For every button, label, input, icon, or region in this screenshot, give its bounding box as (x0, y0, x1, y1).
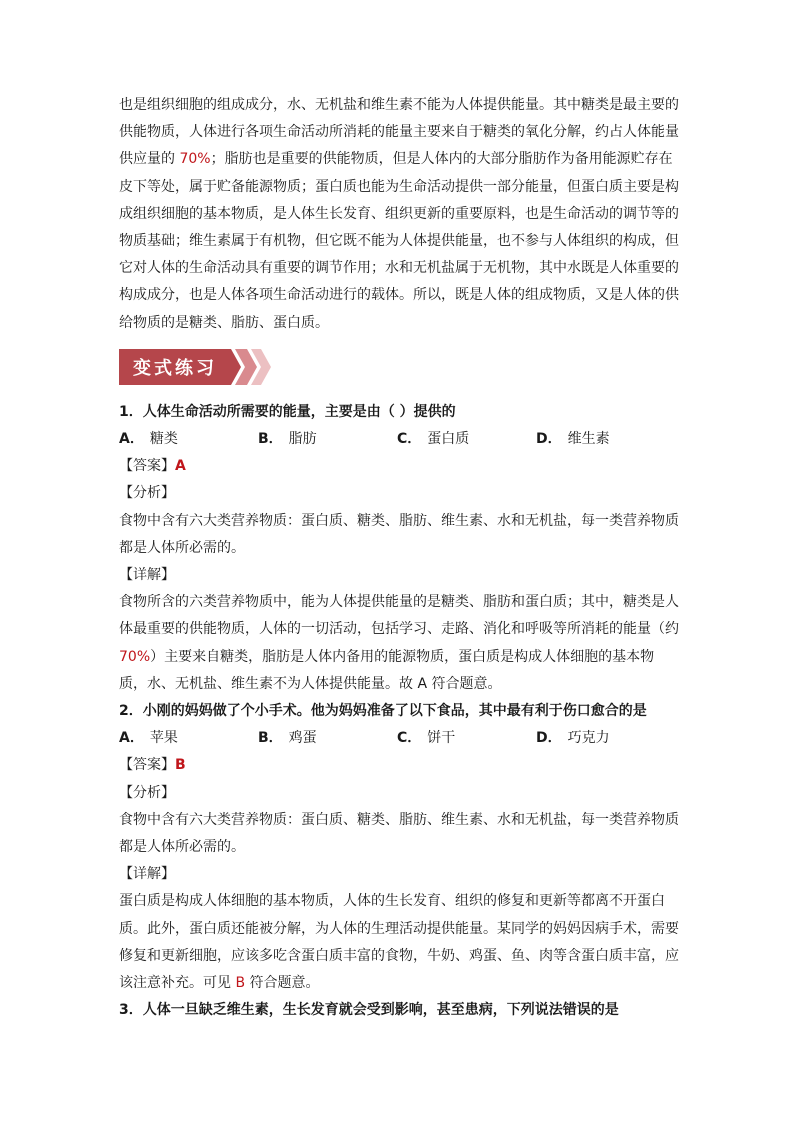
option-d (536, 725, 675, 752)
section-banner (119, 347, 679, 387)
highlight-text: 70% (119, 648, 151, 665)
text-segment: 食物所含的六类营养物质中，能为人体提供能量的是糖类、脂肪和蛋白质；其中，糖类是人体最重要的供能物质，人体的一切活动，包括学习、走路、消化和呼吸等所消耗的能量（约 (119, 594, 679, 638)
text-segment: 蛋白质是构成人体细胞的基本物质，人体的生长发育、组织的修复和更新等都离不开蛋白质。此外，蛋白质还能被分解，为人体的生理活动提供能量。某同学的妈妈因病手术，需要修复和更新细胞，应该多吃含蛋白质丰富的食物，牛奶、鸡蛋、鱼、肉等含蛋白质丰富，应该注意补充。可见 (119, 893, 679, 992)
document-content (119, 92, 679, 1025)
options-row (119, 725, 679, 752)
answer-label: 【答案】 (119, 458, 175, 475)
option-text: 维生素 (567, 431, 610, 448)
answer-label: 【答案】 (119, 757, 175, 774)
answer-line (119, 453, 679, 480)
option-a (119, 725, 258, 752)
detail-label: 【详解】 (119, 866, 175, 883)
option-letter: A． (119, 730, 144, 747)
text-segment: 符合题意。 (245, 975, 320, 992)
analysis-text: 食物中含有六大类营养物质：蛋白质、糖类、脂肪、维生素、水和无机盐，每一类营养物质都是人体所必需的。 (119, 512, 679, 556)
analysis-text: 食物中含有六大类营养物质：蛋白质、糖类、脂肪、维生素、水和无机盐，每一类营养物质都是人体所必需的。 (119, 811, 679, 856)
option-text: 饼干 (427, 730, 456, 747)
options-row (119, 426, 679, 453)
option-b (258, 426, 397, 453)
section-banner-label: 变式练习 (133, 357, 217, 379)
question-text: 人体生命活动所需要的能量，主要是由（ ）提供的 (142, 403, 456, 420)
analysis-label: 【分析】 (119, 784, 175, 801)
banner-arrow-icon (119, 347, 279, 387)
answer-value: A (175, 458, 186, 475)
question-number: 3． (119, 1002, 143, 1019)
question-stem (119, 698, 679, 725)
text-segment: ；脂肪也是重要的供能物质，但是人体内的大部分脂肪作为备用能源贮存在皮下等处，属于贮备能源物质；蛋白质也能为生命活动提供一部分能量，但蛋白质主要是构成组织细胞的基本物质，是人体生长发育、组织更新的重要原料，也是生命活动的调节等的物质基础；维生素属于有机物，但它既不能为人体提供能量，也不参与人体组织的构成，但它对人体的生命活动具有重要的调节作用；水和无机盐属于无机物，其中水既是人体重要的构成成分，也是人体各项生命活动进行的载体。所以，既是人体的组成物质，又是人体的供给物质的是糖类、脂肪、蛋白质。 (119, 151, 679, 331)
option-letter: C． (397, 431, 422, 448)
question-number: 2． (119, 703, 143, 720)
option-text: 脂肪 (288, 431, 317, 448)
answer-value: B (175, 757, 186, 774)
option-letter: B． (258, 730, 283, 747)
option-text: 蛋白质 (427, 431, 470, 448)
highlight-text: 70% (179, 151, 211, 168)
option-letter: B． (258, 431, 283, 448)
question-stem (119, 399, 679, 426)
option-d (536, 426, 675, 453)
text-segment: ）主要来自糖类，脂肪是人体内备用的能源物质，蛋白质是构成人体细胞的基本物质，水、无机盐、维生素不为人体提供能量。故 A 符合题意。 (119, 648, 655, 692)
question-3 (119, 997, 679, 1024)
option-text: 鸡蛋 (288, 730, 317, 747)
option-b (258, 725, 397, 752)
option-text: 苹果 (149, 730, 178, 747)
option-letter: D． (536, 730, 562, 747)
detail-text (119, 888, 679, 997)
text-segment: 也是组织细胞的组成成分，水、无机盐和维生素不能为人体提供能量。其中糖类是最主要的供能物质，人体进行各项生命活动所消耗的能量主要来自于糖类的氧化分解，约占人体能量供应量的 (119, 97, 679, 168)
question-2 (119, 698, 679, 997)
option-text: 糖类 (149, 431, 178, 448)
question-stem (119, 997, 679, 1024)
question-text: 人体一旦缺乏维生素，生长发育就会受到影响，甚至患病，下列说法错误的是 (142, 1002, 619, 1019)
question-number: 1． (119, 403, 143, 420)
highlight-text: B (235, 975, 246, 992)
intro-paragraph (119, 92, 679, 337)
option-c (397, 725, 536, 752)
question-text: 小刚的妈妈做了个小手术。他为妈妈准备了以下食品，其中最有利于伤口愈合的是 (142, 703, 647, 720)
option-letter: A． (119, 431, 144, 448)
option-a (119, 426, 258, 453)
option-letter: D． (536, 431, 562, 448)
detail-text (119, 589, 679, 698)
answer-line (119, 752, 679, 779)
option-c (397, 426, 536, 453)
analysis-label: 【分析】 (119, 485, 175, 502)
option-letter: C． (397, 730, 422, 747)
detail-label: 【详解】 (119, 567, 175, 584)
option-text: 巧克力 (567, 730, 610, 747)
question-1 (119, 399, 679, 698)
